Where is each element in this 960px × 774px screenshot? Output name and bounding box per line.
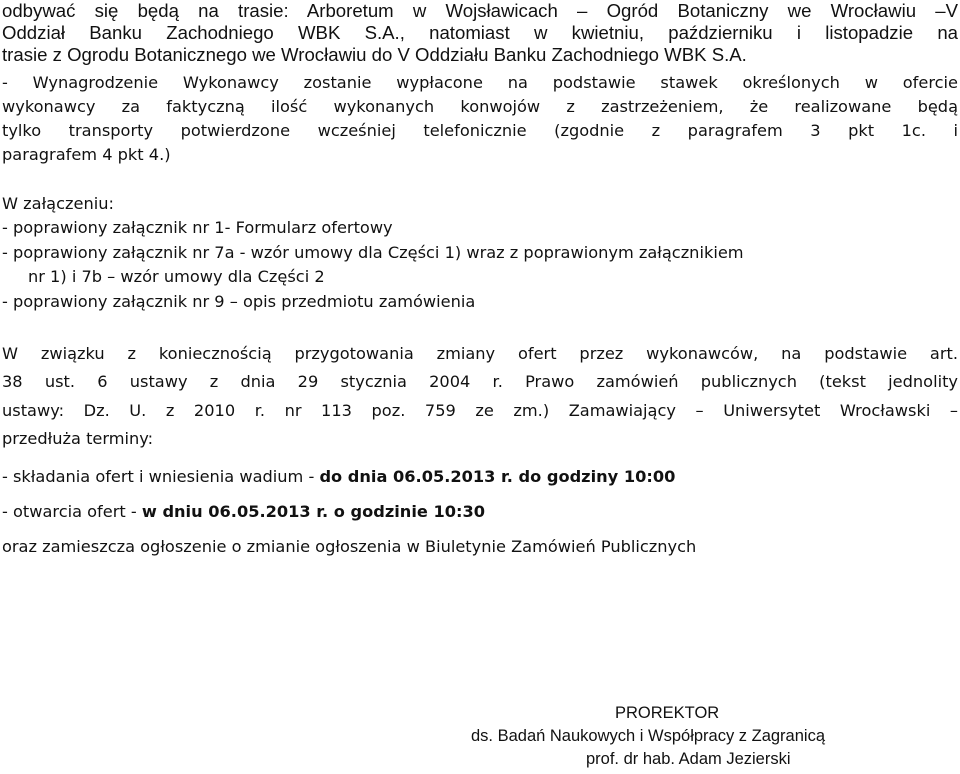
attachment-item-2-line-2: nr 1) i 7b – wzór umowy dla Części 2 (28, 267, 325, 286)
remuneration-line-4: paragrafem 4 pkt 4.) (2, 145, 171, 164)
opening-deadline-time: o godzinie 10:30 (328, 502, 486, 521)
submission-deadline (2, 467, 675, 486)
signature-role: ds. Badań Naukowych i Współpracy z Zagranicą (471, 727, 825, 745)
extension-line-4: przedłuża terminy: (2, 429, 154, 448)
extension-line-3: ustawy: Dz. U. z 2010 r. nr 113 poz. 759 ze zm.) Zamawiający – Uniwersytet Wrocławski – (2, 401, 958, 420)
top-paragraph-line-2: Oddział Banku Zachodniego WBK S.A., natomiast w kwietniu, październiku i listopadzie na (2, 22, 958, 43)
opening-deadline-date: w dniu 06.05.2013 r. (141, 502, 329, 521)
attachment-item-3: - poprawiony załącznik nr 9 – opis przedmiotu zamówienia (2, 292, 476, 311)
submission-deadline-label: - składania ofert i wniesienia wadium - (2, 467, 320, 486)
remuneration-line-1: - Wynagrodzenie Wykonawcy zostanie wypłacone na podstawie stawek określonych w ofercie (2, 73, 958, 92)
opening-deadline (2, 502, 485, 521)
signature-name: prof. dr hab. Adam Jezierski (586, 750, 791, 768)
opening-deadline-label: - otwarcia ofert - (2, 502, 142, 521)
submission-deadline-date: do dnia 06.05.2013 r. (319, 467, 513, 486)
remuneration-line-3: tylko transporty potwierdzone wcześniej telefonicznie (zgodnie z paragrafem 3 pkt 1c. i (2, 121, 958, 140)
submission-deadline-time: do godziny 10:00 (512, 467, 676, 486)
top-paragraph-line-3: trasie z Ogrodu Botanicznego we Wrocławiu do V Oddziału Banku Zachodniego WBK S.A. (2, 44, 747, 65)
remuneration-line-2: wykonawcy za faktyczną ilość wykonanych konwojów z zastrzeżeniem, że realizowane będą (2, 97, 958, 116)
closing-line: oraz zamieszcza ogłoszenie o zmianie ogłoszenia w Biuletynie Zamówień Publicznych (2, 537, 697, 556)
top-paragraph-line-1: odbywać się będą na trasie: Arboretum w Wojsławicach – Ogród Botaniczny we Wrocławiu –V (2, 0, 958, 21)
attachment-item-1: - poprawiony załącznik nr 1- Formularz ofertowy (2, 218, 393, 237)
extension-line-2: 38 ust. 6 ustawy z dnia 29 stycznia 2004 r. Prawo zamówień publicznych (tekst jednolity (2, 372, 958, 391)
attachment-item-2-line-1: - poprawiony załącznik nr 7a - wzór umowy dla Części 1) wraz z poprawionym załącznikiem (2, 243, 744, 262)
signature-title: PROREKTOR (615, 704, 720, 722)
attachments-heading: W załączeniu: (2, 194, 114, 213)
extension-line-1: W związku z koniecznością przygotowania zmiany ofert przez wykonawców, na podstawie art. (2, 344, 958, 363)
